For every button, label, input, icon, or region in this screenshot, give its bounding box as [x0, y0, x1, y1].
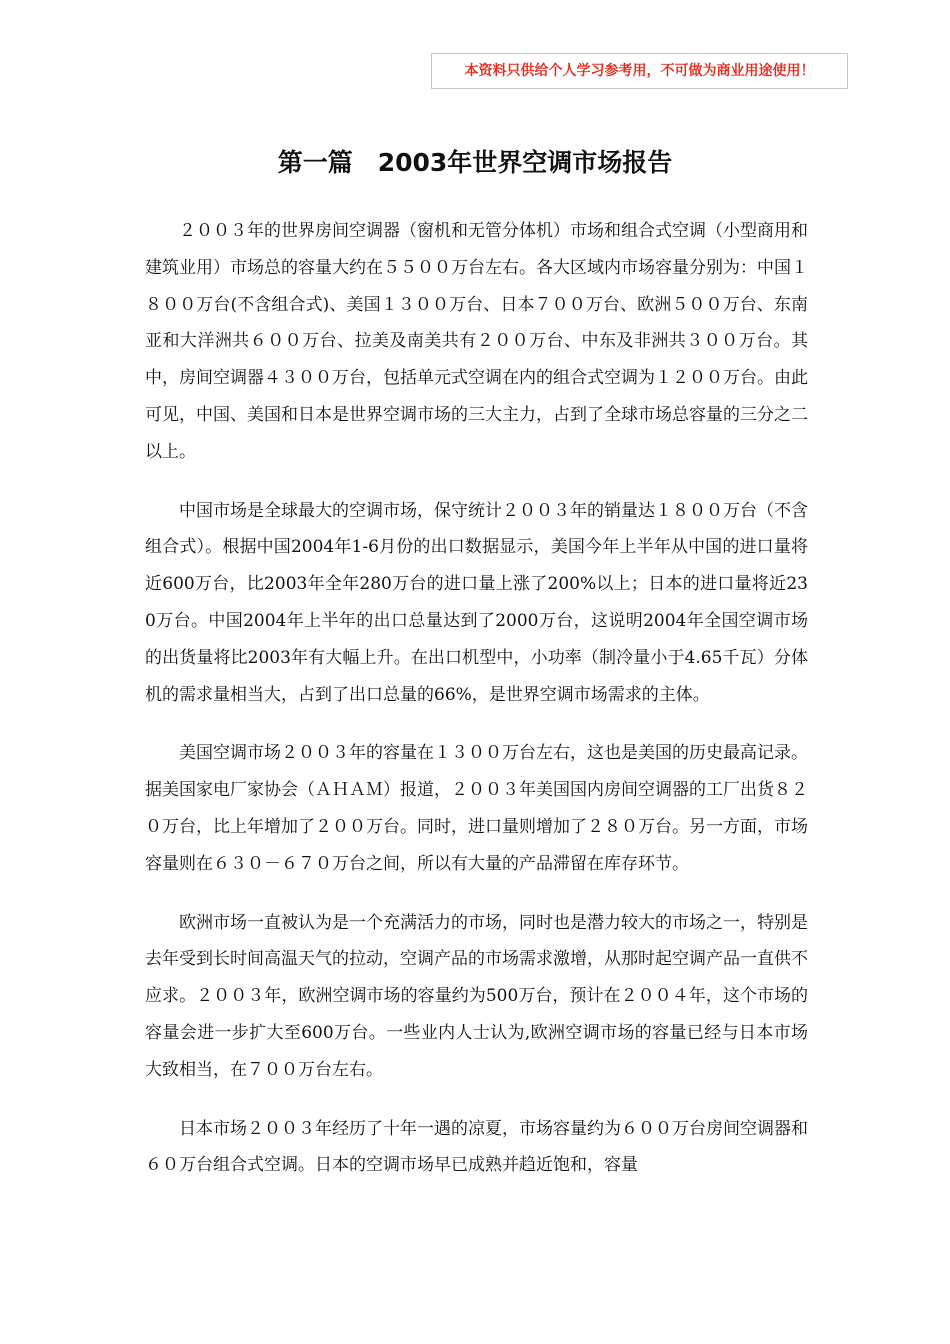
paragraph-japan-market: 日本市场２００３年经历了十年一遇的凉夏，市场容量约为６００万台房间空调器和６０万台组合式空调。日本的空调市场早已成熟并趋近饱和，容量: [145, 1118, 808, 1176]
usage-notice-box: [431, 53, 848, 89]
paragraph-global-market: ２００３年的世界房间空调器（窗机和无管分体机）市场和组合式空调（小型商用和建筑业用）市场总的容量大约在５５００万台左右。各大区域内市场容量分别为：中国１８００万台(不含组合式)、美国１３００万台、日本７００万台、欧洲５００万台、东南亚和大洋洲共６００万台、拉美及南美共有２００万台、中东及非洲共３００万台。其中，房间空调器４３００万台，包括单元式空调在内的组合式空调为１２００万台。由此可见，中国、美国和日本是世界空调市场的三大主力，占到了全球市场总容量的三分之二以上。: [145, 221, 808, 462]
usage-notice-text: 本资料只供给个人学习参考用，不可做为商业用途使用！: [464, 63, 815, 79]
document-body: [145, 213, 808, 1323]
document-title: 第一篇 2003年世界空调市场报告: [277, 148, 673, 177]
paragraph-china-market: 中国市场是全球最大的空调市场，保守统计２００３年的销量达１８００万台（不含组合式）。根据中国2004年1-6月份的出口数据显示，美国今年上半年从中国的进口量将近600万台，比2003年全年280万台的进口量上涨了200%以上；日本的进口量将近230万台。中国2004年上半年的出口总量达到了2000万台，这说明2004年全国空调市场的出货量将比2003年有大幅上升。在出口机型中，小功率（制冷量小于4.65千瓦）分体机的需求量相当大，占到了出口总量的66%，是世界空调市场需求的主体。: [145, 500, 808, 705]
paragraph-europe-market: 欧洲市场一直被认为是一个充满活力的市场，同时也是潜力较大的市场之一，特别是去年受到长时间高温天气的拉动，空调产品的市场需求激增，从那时起空调产品一直供不应求。２００３年，欧洲空调市场的容量约为500万台，预计在２００４年，这个市场的容量会进一步扩大至600万台。一些业内人士认为,欧洲空调市场的容量已经与日本市场大致相当，在７００万台左右。: [145, 912, 808, 1080]
paragraph-us-market: 美国空调市场２００３年的容量在１３００万台左右，这也是美国的历史最高记录。据美国家电厂家协会（ＡＨＡＭ）报道，２００３年美国国内房间空调器的工厂出货８２０万台，比上年增加了２００万台。同时，进口量则增加了２８０万台。另一方面，市场容量则在６３０－６７０万台之间，所以有大量的产品滞留在库存环节。: [145, 743, 808, 874]
